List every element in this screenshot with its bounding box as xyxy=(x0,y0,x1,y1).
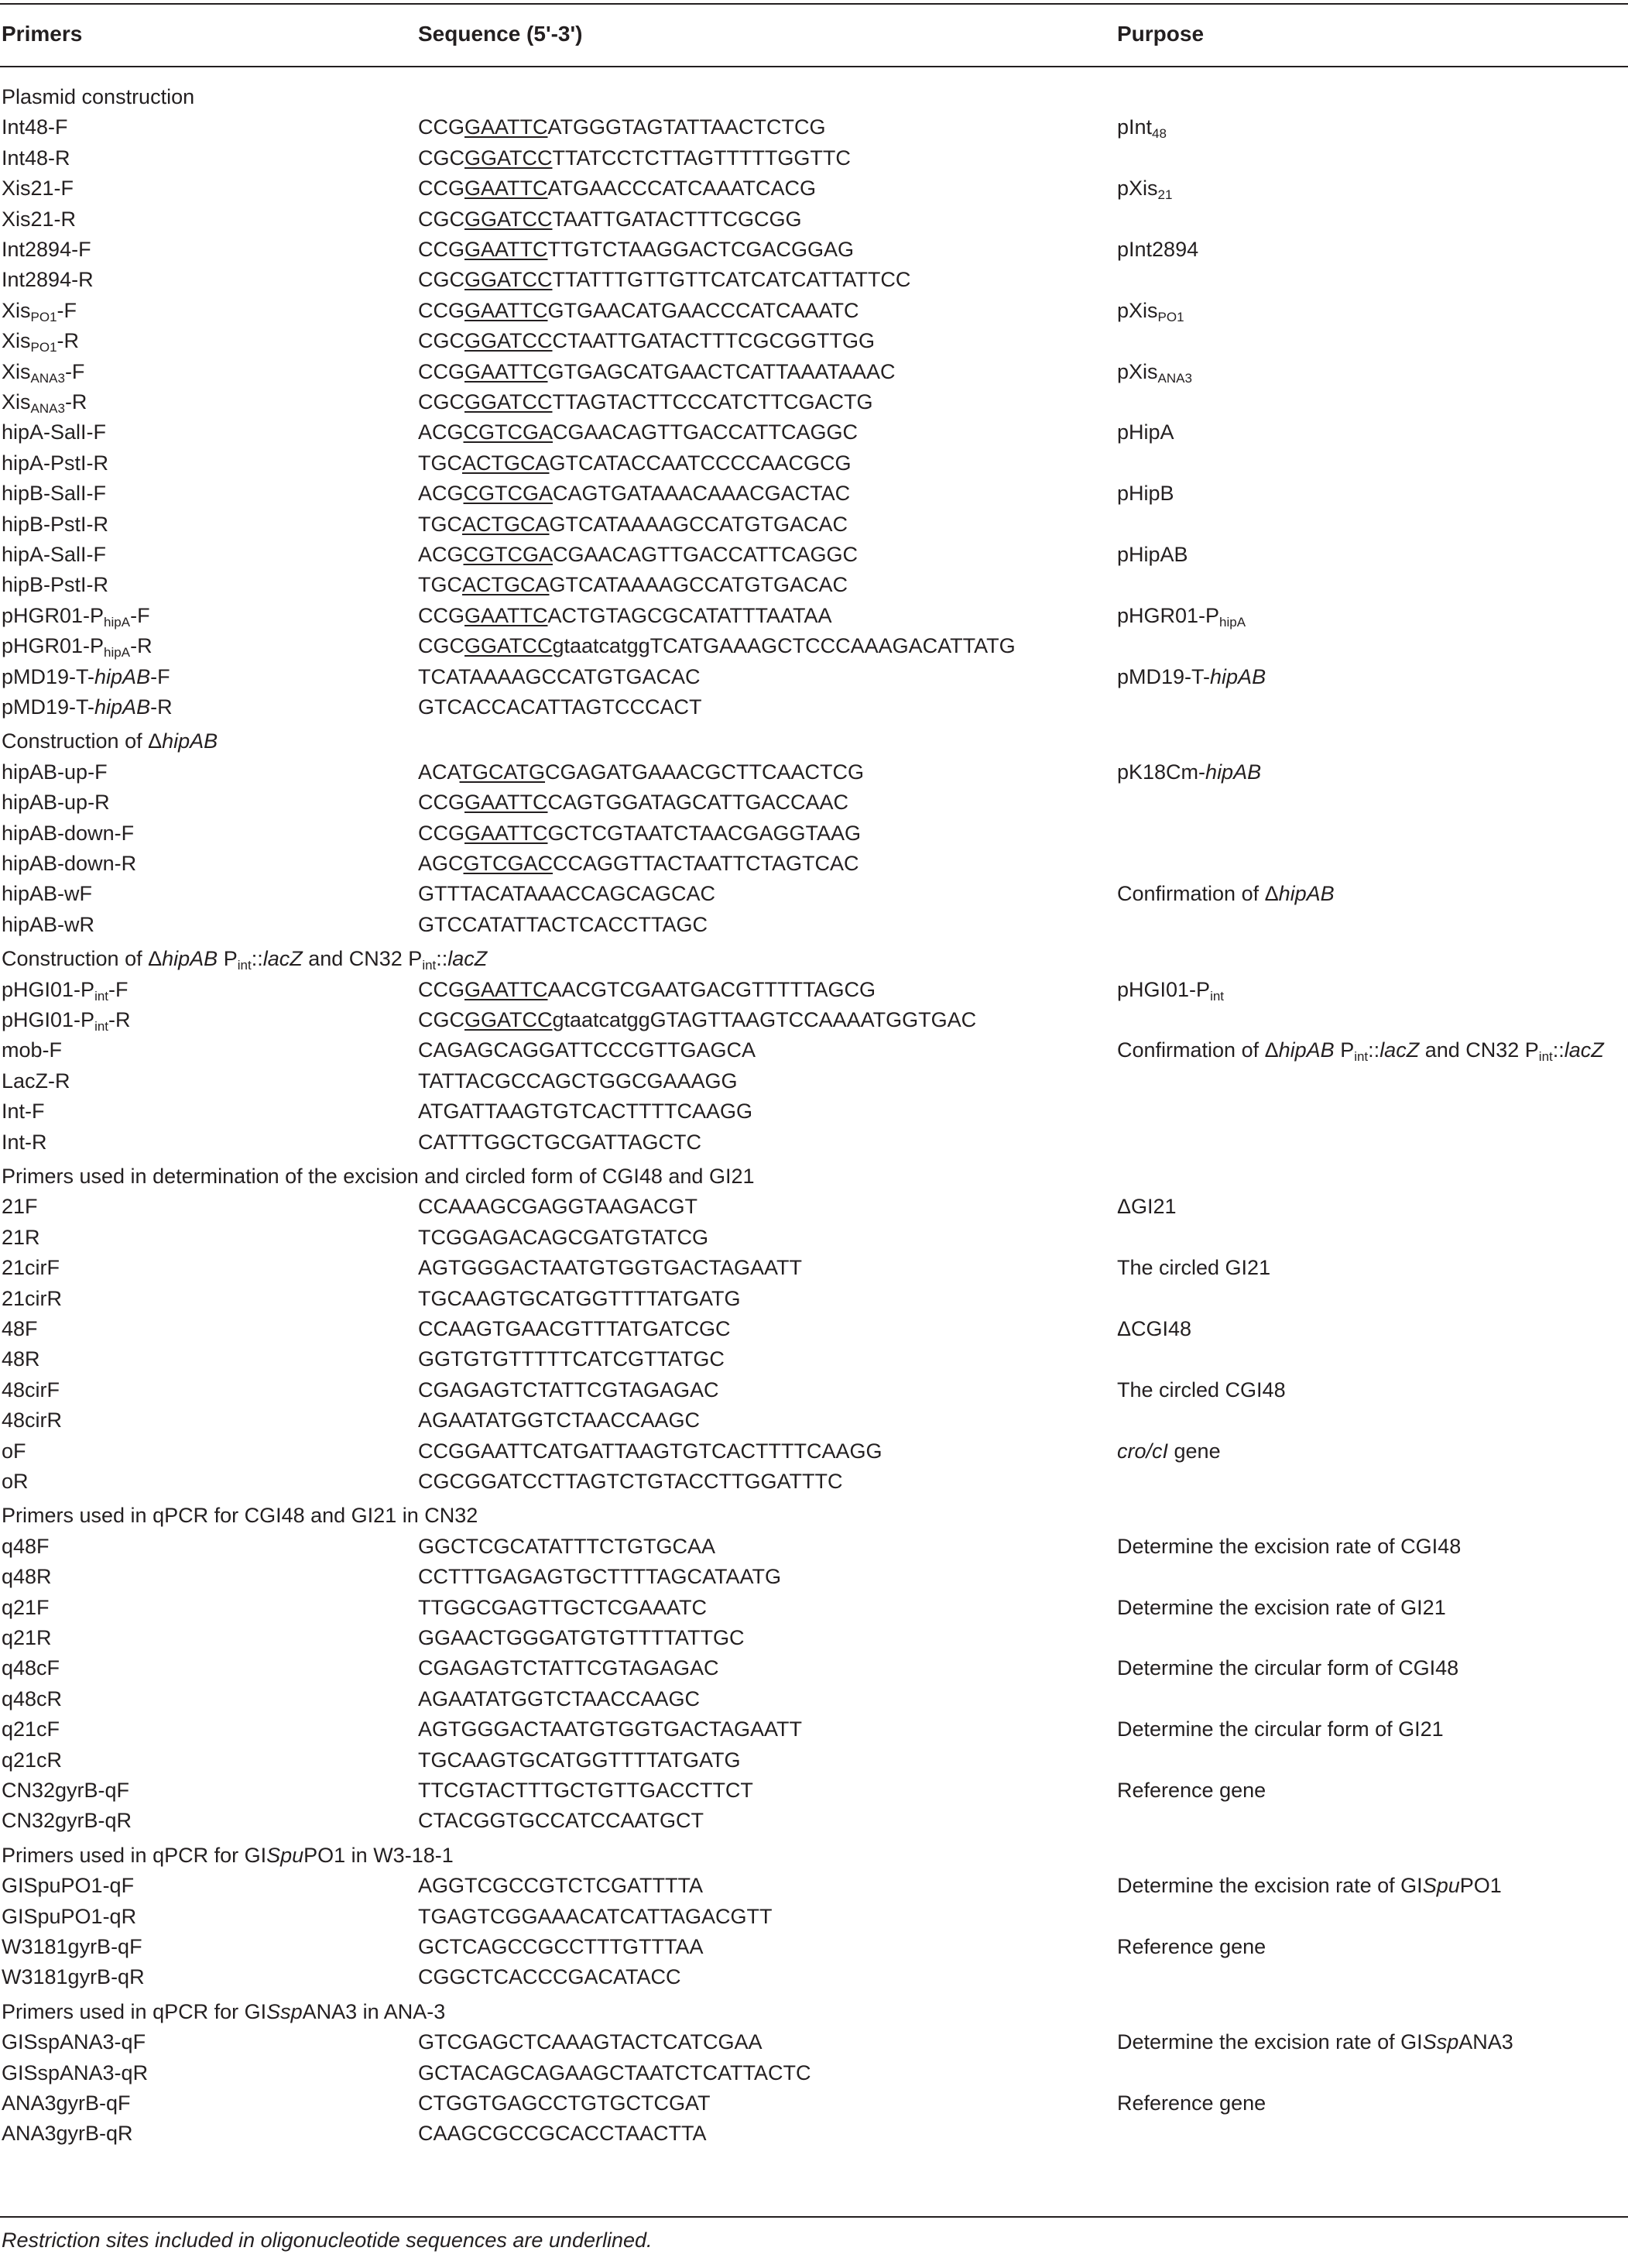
primer-sequence: TGCAAGTGCATGGTTTTATGATG xyxy=(418,1286,741,1310)
primer-name: hipAB-down-R xyxy=(2,852,137,875)
primer-sequence: TATTACGCCAGCTGGCGAAAGG xyxy=(418,1069,738,1093)
primer-purpose: pHipB xyxy=(1117,482,1174,506)
primer-purpose: Reference gene xyxy=(1117,1779,1266,1802)
primer-purpose: $pHGR01-P_{hipA}$ xyxy=(1117,603,1246,630)
header-sequence: Sequence (5'-3') xyxy=(418,22,583,46)
primer-sequence: CGAGAGTCTATTCGTAGAGAC xyxy=(418,1656,719,1680)
primer-sequence: GGAACTGGGATGTGTTTTATTGC xyxy=(418,1626,745,1649)
primer-name: ANA3gyrB-qF xyxy=(2,2091,131,2115)
primer-sequence: AGCGTCGACCCAGGTTACTAATTCTAGTCAC xyxy=(418,852,859,875)
primer-name: $pHGR01-P_{hipA}-F$ xyxy=(2,603,150,630)
primer-name: $pHGI01-P_{int}-R$ xyxy=(2,1008,131,1034)
primer-sequence: CCGGAATTCGCTCGTAATCTAACGAGGTAAG xyxy=(418,821,862,845)
primer-sequence: GGTGTGTTTTTCATCGTTATGC xyxy=(418,1347,725,1371)
primer-sequence: CCTTTGAGAGTGCTTTTAGCATAATG xyxy=(418,1565,781,1589)
primer-sequence: CCAAGTGAACGTTTATGATCGC xyxy=(418,1317,731,1340)
primer-name: Xis$_{PO1}$-R xyxy=(2,329,80,355)
primer-sequence: TTGGCGAGTTGCTCGAAATC xyxy=(418,1595,707,1619)
primer-name: q48cR xyxy=(2,1686,63,1710)
primer-name: GISspANA3-qF xyxy=(2,2030,146,2054)
primer-sequence: CGCGGATCCTTAGTCTGTACCTTGGATTTC xyxy=(418,1470,843,1493)
primer-sequence: CGCGGATCCTTATCCTCTTAGTTTTTGGTTC xyxy=(418,146,851,170)
primer-sequence: CGCGGATCCTTAGTACTTCCCATCTTCGACTG xyxy=(418,390,873,413)
primer-name: $pHGI01-P_{int}-F$ xyxy=(2,977,129,1004)
primer-purpose: pHipA xyxy=(1117,420,1174,444)
primer-sequence: ACGCGTCGACAGTGATAAACAAACGACTAC xyxy=(418,482,851,506)
primer-name: q48cF xyxy=(2,1656,60,1680)
primer-sequence: TCATAAAAGCCATGTGACAC xyxy=(418,664,701,688)
primer-name: 48cirR xyxy=(2,1408,63,1433)
primer-name: CN32gyrB-qF xyxy=(2,1779,130,1802)
primer-name: hipB-SalI-F xyxy=(2,482,107,506)
primer-name: 21F xyxy=(2,1195,38,1219)
primer-sequence: TTCGTACTTTGCTGTTGACCTTCT xyxy=(418,1779,753,1802)
primer-name: q48R xyxy=(2,1565,52,1589)
primer-sequence: CAAGCGCCGCACCTAACTTA xyxy=(418,2122,707,2146)
primer-purpose: Determine the excision rate of CGI48 xyxy=(1117,1534,1462,1558)
primer-name: hipA-SalI-F xyxy=(2,543,107,566)
primer-sequence: CGAGAGTCTATTCGTAGAGAC xyxy=(418,1378,719,1402)
primer-sequence: CCGGAATTCATGGGTAGTATTAACTCTCG xyxy=(418,115,826,139)
primer-purpose: Determine the excision rate of GISpuPO1 xyxy=(1117,1874,1502,1898)
primer-name: LacZ-R xyxy=(2,1069,70,1093)
primer-purpose: pXis$_{ANA3}$ xyxy=(1117,359,1192,386)
primer-name: hipAB-down-F xyxy=(2,821,135,845)
primer-purpose: Confirmation of ΔhipAB xyxy=(1117,882,1335,906)
primer-sequence: AGGTCGCCGTCTCGATTTTA xyxy=(418,1874,703,1898)
primer-name: hipAB-wF xyxy=(2,882,93,906)
section-heading: Primers used in qPCR for GISpuPO1 in W3-18-1 xyxy=(2,1843,454,1867)
primer-name: hipA-PstI-R xyxy=(2,451,109,475)
primer-purpose: pHipAB xyxy=(1117,543,1188,566)
primer-name: 21R xyxy=(2,1225,40,1249)
primer-sequence: CGCGGATCCgtaatcatggGTAGTTAAGTCCAAAATGGTGAC xyxy=(418,1008,977,1031)
primer-name: Int2894-R xyxy=(2,268,94,292)
primer-sequence: GTCACCACATTAGTCCCACT xyxy=(418,695,702,719)
section-heading: Construction of ΔhipAB xyxy=(2,729,218,753)
primer-name: mob-F xyxy=(2,1038,63,1062)
primer-sequence: CCGGAATTCTTGTCTAAGGACTCGACGGAG xyxy=(418,238,855,261)
primer-name: Int-F xyxy=(2,1100,45,1124)
primer-sequence: CGGCTCACCCGACATACC xyxy=(418,1965,681,1989)
primer-purpose: ΔCGI48 xyxy=(1117,1317,1192,1340)
primer-name: oR xyxy=(2,1470,29,1493)
primer-name: pMD19-T-hipAB-F xyxy=(2,664,170,688)
primer-sequence: ACGCGTCGACGAACAGTTGACCATTCAGGC xyxy=(418,420,859,444)
primer-name: 48F xyxy=(2,1317,38,1340)
primer-purpose: The circled GI21 xyxy=(1117,1256,1271,1280)
header-rule xyxy=(0,66,1628,67)
primer-purpose: Reference gene xyxy=(1117,1935,1266,1958)
primer-name: Xis$_{PO1}$-F xyxy=(2,298,77,324)
primer-sequence: TGCACTGCAGTCATAAAAGCCATGTGACAC xyxy=(418,512,848,536)
section-heading: Construction of ΔhipAB $P_{int}::lacZ$ and CN32 $P_{int}::lacZ$ xyxy=(2,947,488,973)
primer-sequence: TGCACTGCAGTCATACCAATCCCCAACGCG xyxy=(418,451,852,475)
primer-name: 21cirR xyxy=(2,1286,63,1310)
primer-sequence: CCAAAGCGAGGTAAGACGT xyxy=(418,1195,698,1219)
primer-name: 48cirF xyxy=(2,1378,60,1402)
primer-name: GISpuPO1-qF xyxy=(2,1874,135,1898)
primer-sequence: GCTCAGCCGCCTTTGTTTAA xyxy=(418,1935,704,1958)
primer-name: Int-R xyxy=(2,1130,47,1154)
primer-purpose: pXis$_{PO1}$ xyxy=(1117,298,1184,324)
primer-sequence: CCGGAATTCATGAACCCATCAAATCACG xyxy=(418,177,817,201)
primer-sequence: CGCGGATCCCTAATTGATACTTTCGCGGTTGG xyxy=(418,329,875,353)
primer-sequence: GCTACAGCAGAAGCTAATCTCATTACTC xyxy=(418,2060,811,2084)
primer-name: 21cirF xyxy=(2,1256,60,1280)
primer-name: hipA-SalI-F xyxy=(2,420,107,444)
primer-name: Xis21-R xyxy=(2,207,77,231)
primer-purpose: pInt$_{48}$ xyxy=(1117,115,1167,142)
primer-sequence: CTGGTGAGCCTGTGCTCGAT xyxy=(418,2091,711,2115)
section-heading: Plasmid construction xyxy=(2,85,195,108)
primer-name: GISpuPO1-qR xyxy=(2,1904,137,1928)
header-purpose: Purpose xyxy=(1117,22,1205,46)
primer-name: q21F xyxy=(2,1595,50,1619)
primer-name: q21cR xyxy=(2,1748,63,1772)
primer-purpose: pK18Cm-hipAB xyxy=(1117,760,1262,784)
primer-purpose: cro/cI gene xyxy=(1117,1439,1221,1463)
header-primers: Primers xyxy=(2,22,83,46)
primer-sequence: CCGGAATTCGTGAACATGAACCCATCAAATC xyxy=(418,298,859,322)
primer-name: hipB-PstI-R xyxy=(2,573,109,597)
primer-sequence: AGAATATGGTCTAACCAAGC xyxy=(418,1686,701,1710)
primer-sequence: CTACGGTGCCATCCAATGCT xyxy=(418,1809,704,1833)
primer-sequence: ACGCGTCGACGAACAGTTGACCATTCAGGC xyxy=(418,543,859,566)
primer-purpose: pInt2894 xyxy=(1117,238,1199,261)
primer-name: hipAB-up-R xyxy=(2,791,110,815)
primer-purpose: Confirmation of ΔhipAB $P_{int}::lacZ$ and CN32 $P_{int}::lacZ$ xyxy=(1117,1038,1604,1065)
primer-sequence: GGCTCGCATATTTCTGTGCAA xyxy=(418,1534,715,1558)
primer-name: CN32gyrB-qR xyxy=(2,1809,132,1833)
primer-name: Xis21-F xyxy=(2,177,74,201)
primer-name: 48R xyxy=(2,1347,40,1371)
table-bottom-rule xyxy=(0,2216,1628,2218)
primer-sequence: AGTGGGACTAATGTGGTGACTAGAATT xyxy=(418,1717,803,1741)
primer-name: W3181gyrB-qR xyxy=(2,1965,145,1989)
primer-sequence: CGCGGATCCgtaatcatggTCATGAAAGCTCCCAAAGACATTATG xyxy=(418,634,1016,658)
table-top-rule xyxy=(0,3,1628,5)
primer-sequence: TGAGTCGGAAACATCATTAGACGTT xyxy=(418,1904,773,1928)
primer-sequence: CCGGAATTCAACGTCGAATGACGTTTTTAGCG xyxy=(418,977,876,1001)
primer-purpose: Determine the circular form of GI21 xyxy=(1117,1717,1444,1741)
primer-name: Xis$_{ANA3}$-F xyxy=(2,359,85,386)
primer-purpose: pMD19-T-hipAB xyxy=(1117,664,1266,688)
section-heading: Primers used in qPCR for CGI48 and GI21 in CN32 xyxy=(2,1504,478,1528)
primer-sequence: CGCGGATCCTTATTTGTTGTTCATCATCATTATTCC xyxy=(418,268,911,292)
primer-purpose: Determine the circular form of CGI48 xyxy=(1117,1656,1459,1680)
primer-sequence: AGAATATGGTCTAACCAAGC xyxy=(418,1408,701,1433)
primer-name: Int48-R xyxy=(2,146,70,170)
primer-name: W3181gyrB-qF xyxy=(2,1935,142,1958)
primer-purpose: $pHGI01-P_{int}$ xyxy=(1117,977,1225,1004)
primer-name: ANA3gyrB-qR xyxy=(2,2122,133,2146)
primer-name: GISspANA3-qR xyxy=(2,2060,149,2084)
primer-sequence: CATTTGGCTGCGATTAGCTC xyxy=(418,1130,701,1154)
primer-sequence: TCGGAGACAGCGATGTATCG xyxy=(418,1225,709,1249)
primer-sequence: CCGGAATTCACTGTAGCGCATATTTAATAA xyxy=(418,603,832,627)
primer-sequence: CAGAGCAGGATTCCCGTTGAGCA xyxy=(418,1038,756,1062)
primer-sequence: GTCCATATTACTCACCTTAGC xyxy=(418,912,708,936)
primer-name: q21R xyxy=(2,1626,52,1649)
primer-name: pMD19-T-hipAB-R xyxy=(2,695,173,719)
table-footnote: Restriction sites included in oligonucleotide sequences are underlined. xyxy=(2,2229,653,2252)
primer-sequence: GTTTACATAAACCAGCAGCAC xyxy=(418,882,716,906)
primer-purpose: Reference gene xyxy=(1117,2091,1266,2115)
primer-purpose: Determine the excision rate of GI21 xyxy=(1117,1595,1446,1619)
primer-name: hipAB-up-F xyxy=(2,760,108,784)
primer-sequence: TGCACTGCAGTCATAAAAGCCATGTGACAC xyxy=(418,573,848,597)
primer-sequence: CCGGAATTCCAGTGGATAGCATTGACCAAC xyxy=(418,791,849,815)
primer-sequence: ACATGCATGCGAGATGAAACGCTTCAACTCG xyxy=(418,760,865,784)
primer-name: Int2894-F xyxy=(2,238,91,261)
primer-name: hipAB-wR xyxy=(2,912,95,936)
primer-name: Int48-F xyxy=(2,115,68,139)
primer-purpose: ΔGI21 xyxy=(1117,1195,1177,1219)
primer-name: Xis$_{ANA3}$-R xyxy=(2,390,87,416)
primer-sequence: GTCGAGCTCAAAGTACTCATCGAA xyxy=(418,2030,763,2054)
primer-name: hipB-PstI-R xyxy=(2,512,109,536)
primer-name: q21cF xyxy=(2,1717,60,1741)
primer-sequence: CCGGAATTCGTGAGCATGAACTCATTAAATAAAC xyxy=(418,359,896,383)
primer-sequence: TGCAAGTGCATGGTTTTATGATG xyxy=(418,1748,741,1772)
primer-sequence: CCGGAATTCATGATTAAGTGTCACTTTTCAAGG xyxy=(418,1439,883,1463)
primer-sequence: ATGATTAAGTGTCACTTTTCAAGG xyxy=(418,1100,752,1124)
primer-name: oF xyxy=(2,1439,26,1463)
primer-purpose: pXis$_{21}$ xyxy=(1117,177,1173,203)
section-heading: Primers used in determination of the excision and circled form of CGI48 and GI21 xyxy=(2,1165,755,1188)
primer-name: q48F xyxy=(2,1534,50,1558)
section-heading: Primers used in qPCR for GISspANA3 in ANA-3 xyxy=(2,1999,446,2023)
primer-sequence: CGCGGATCCTAATTGATACTTTCGCGG xyxy=(418,207,802,231)
primer-purpose: Determine the excision rate of GISspANA3 xyxy=(1117,2030,1513,2054)
primer-purpose: The circled CGI48 xyxy=(1117,1378,1286,1402)
primer-name: $pHGR01-P_{hipA}-R$ xyxy=(2,634,153,660)
primer-sequence: AGTGGGACTAATGTGGTGACTAGAATT xyxy=(418,1256,803,1280)
